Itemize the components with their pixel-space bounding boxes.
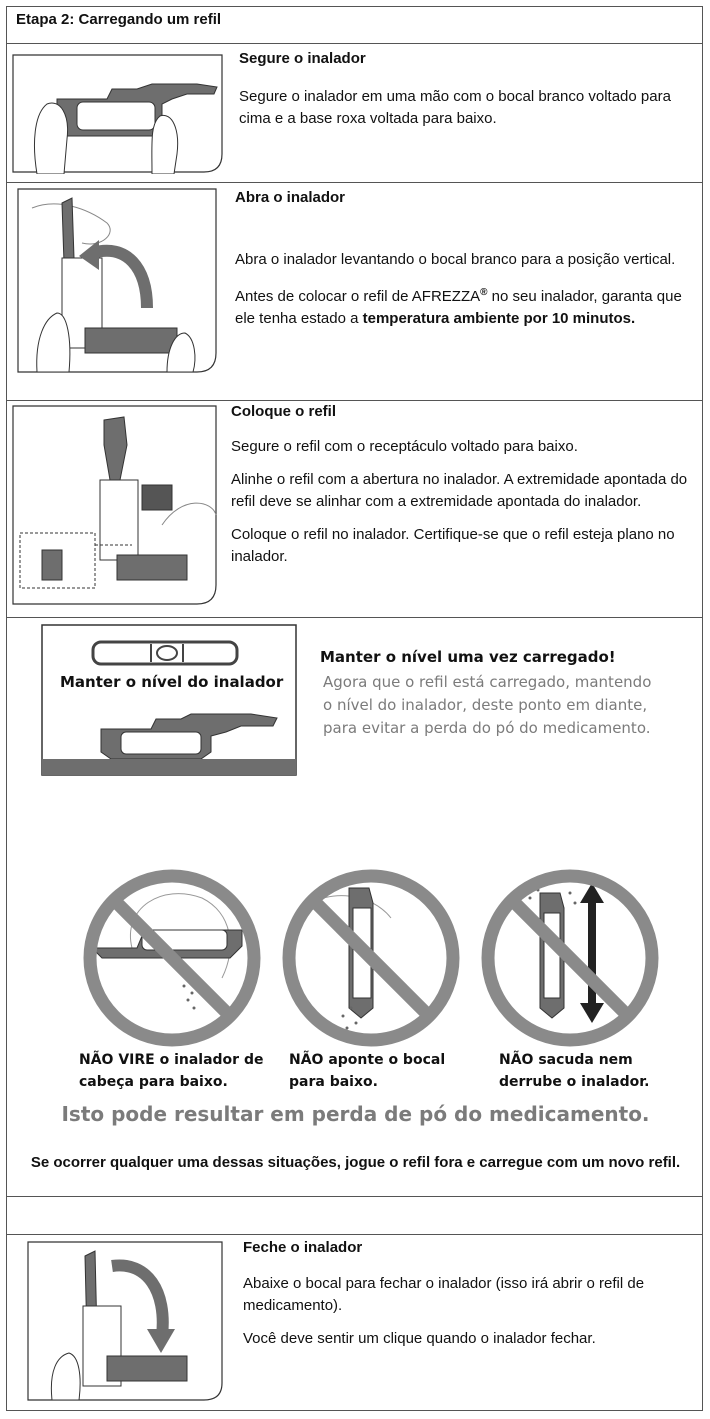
warning-label-upside-down: NÃO VIRE o inalador de cabeça para baixo.: [79, 1052, 264, 1090]
warning-label-point-down: NÃO aponte o bocal para baixo.: [289, 1052, 446, 1090]
step-title: Segure o inalador: [239, 50, 366, 67]
step-row-close: [6, 1235, 703, 1411]
step-paragraph: Abaixe o bocal para fechar o inalador (isso irá abrir o refil de medicamento).: [243, 1275, 645, 1314]
close-inhaler-illustration: [27, 1241, 223, 1401]
text-span: no seu inalador, garanta que ele tenha estado a: [235, 288, 682, 327]
step-close-text: [243, 1237, 698, 1361]
step-paragraph: Coloque o refil no inalador. Certifique-se que o refil esteja plano no inalador.: [231, 526, 675, 565]
hold-inhaler-illustration: [12, 54, 223, 174]
registered-mark: ®: [480, 287, 488, 298]
step-paragraph: Segure o inalador em uma mão com o bocal branco voltado para cima e a base roxa voltada para baixo.: [239, 88, 671, 127]
step-paragraph: Segure o refil com o receptáculo voltado para baixo.: [231, 438, 578, 455]
warning-result: Isto pode resultar em perda de pó do medicamento.: [61, 1102, 650, 1126]
warning-label-shake: NÃO sacuda nem derrube o inalador.: [499, 1052, 650, 1090]
level-image-label: Manter o nível do inalador: [60, 673, 284, 691]
upside-down-prohibited-illustration: [82, 868, 262, 1048]
level-title: Manter o nível uma vez carregado!: [320, 648, 616, 666]
step-paragraph-temperature: [235, 282, 695, 330]
table-header: [6, 6, 703, 44]
step-row-hold: [6, 44, 703, 183]
step-paragraph: Abra o inalador levantando o bocal branco para a posição vertical.: [235, 251, 676, 268]
point-down-prohibited-illustration: [281, 868, 461, 1048]
step-row-keep-level: [6, 618, 703, 1197]
step-hold-text: [239, 48, 694, 141]
insert-cartridge-illustration: [12, 405, 217, 605]
warning-action: Se ocorrer qualquer uma dessas situações, jogue o refil fora e carregue com um novo refil.: [30, 1154, 681, 1171]
step-row-open: [6, 183, 703, 401]
step-paragraph: Alinhe o refil com a abertura no inalador. A extremidade apontada do refil deve se alinhar com a extremidade apontada do inalador.: [231, 471, 688, 510]
step-insert-text: [231, 401, 697, 579]
spacer-row: [6, 1197, 703, 1235]
step-paragraph: Você deve sentir um clique quando o inalador fechar.: [243, 1330, 596, 1347]
level-body: Agora que o refil está carregado, mantendo o nível do inalador, deste ponto em diante, para evitar a perda do pó do medicamento.: [323, 673, 652, 737]
open-inhaler-illustration: [17, 188, 217, 373]
text-span: Antes de colocar o refil de AFREZZA: [235, 288, 481, 305]
keep-level-illustration: [41, 624, 297, 776]
step-title: Feche o inalador: [243, 1239, 363, 1256]
step-title: Coloque o refil: [231, 403, 336, 420]
emphasis-text: temperatura ambiente por 10 minutos.: [362, 310, 636, 327]
step-open-text: [235, 187, 695, 341]
page-title: Etapa 2: Carregando um refil: [16, 11, 222, 28]
step-row-insert: [6, 401, 703, 618]
step-title: Abra o inalador: [235, 189, 346, 206]
shake-prohibited-illustration: [480, 868, 660, 1048]
